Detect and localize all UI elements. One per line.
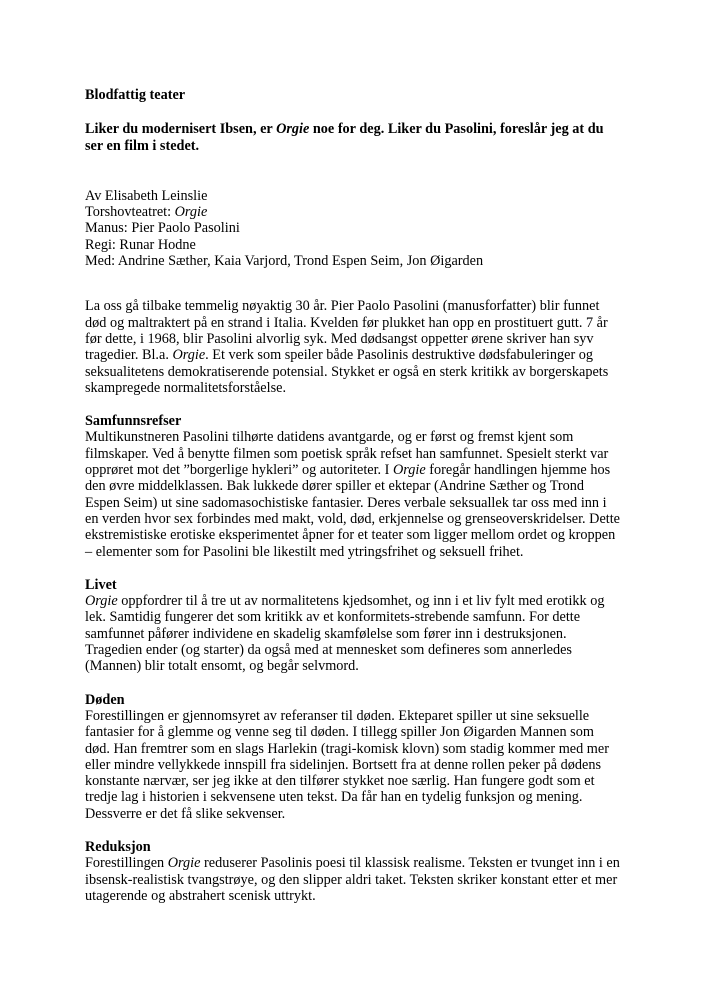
text-segment: Orgie	[167, 855, 201, 872]
section-heading-livet: Livet	[85, 576, 117, 593]
text-segment: Med: Andrine Sæther, Kaia Varjord, Trond Espen Seim, Jon Øigarden	[85, 253, 484, 270]
text-segment: Multikunstneren Pasolini tilhørte datidens avantgarde, og er først og fremst kjent som filmskaper. Ved å benytte filmen som poetisk språk refset han samfunnet. Spesielt sterkt var opprøret mot det ”borgerlige hykleri” og autoriteter. I	[85, 429, 609, 479]
section-heading-reduksjon: Reduksjon	[85, 838, 151, 855]
section-reduksjon	[85, 839, 622, 904]
section-doden	[85, 692, 622, 822]
text-segment: Liker du modernisert Ibsen, er	[85, 121, 277, 138]
text-segment: reduserer Pasolinis poesi til klassisk realisme. Teksten er tvunget inn i en ibsensk-realistisk tvangstrøye, og den slipper aldri taket. Teksten skriker konstant etter et mer utagerende og abstrahert scenisk uttrykt.	[85, 855, 620, 904]
text-segment: La oss gå tilbake temmelig nøyaktig 30 år. Pier Paolo Pasolini (manusforfatter) blir funnet død og maltraktert på en strand i Italia. Kvelden før plukket han opp en prostituert gutt. 7 år før dette, i 1968, blir Pasolini alvorlig syk. Med dødsangst oppetter ørene skriver han syv tragedier. Bl.a.	[85, 298, 608, 364]
text-segment: Orgie	[276, 121, 310, 138]
credit-byline	[85, 188, 622, 204]
text-segment: Av Elisabeth Leinslie	[85, 187, 208, 204]
text-segment: Orgie	[174, 204, 208, 221]
text-segment: Forestillingen	[85, 855, 168, 872]
section-intro	[85, 298, 622, 396]
text-segment: noe for deg. Liker du Pasolini, foreslår jeg at du ser en film i stedet.	[85, 121, 604, 154]
text-segment: Regi: Runar Hodne	[85, 236, 196, 253]
credits-block	[85, 188, 622, 269]
credit-cast	[85, 253, 622, 269]
text-segment: Orgie	[172, 347, 206, 364]
section-paragraph	[85, 429, 622, 559]
text-segment: Forestillingen er gjennomsyret av referanser til døden. Ekteparet spiller ut sine seksuelle fantasier for å glemme og venne seg til døden. I tillegg spiller Jon Øigarden Mannen som død. Han fremtrer som en slags Harlekin (tragi-komisk klovn) som stadig kommer med mer eller mindre vellykkede innspill fra sidelinjen. Bortsett fra at denne rollen peker på dødens konstante nærvær, ser jeg ikke at den tilfører stykket noe særlig. Han fungere godt som et tredje lag i historien i sekvensene uten tekst. Da får han en tydelig funksjon og mening. Dessverre er det få slike sekvenser.	[85, 707, 609, 822]
section-heading-samfunnsrefser: Samfunnsrefser	[85, 413, 182, 430]
text-segment: oppfordrer til å tre ut av normalitetens kjedsomhet, og inn i et liv fylt med erotikk og lek. Samtidig fungerer det som kritikk av et konformitets-strebende samfunn. For dette samfunnet påfører individene en skadelig skamfølelse som fører inn i destruksjonen. Tragedien ender (og starter) da også med at mennesket som defineres som annerledes (Mannen) blir totalt ensomt, og begår selvmord.	[85, 593, 605, 675]
text-segment: Orgie	[85, 593, 118, 610]
section-paragraph	[85, 708, 622, 822]
credit-theatre	[85, 204, 622, 220]
section-paragraph	[85, 593, 622, 674]
section-heading-doden: Døden	[85, 691, 125, 708]
article-lead	[85, 121, 622, 154]
text-segment: Orgie	[393, 462, 426, 479]
section-samfunnsrefser	[85, 413, 622, 560]
text-segment: . Et verk som speiler både Pasolinis destruktive dødsfabuleringer og seksualitetens demokratiserende potensial. Stykket er også en sterk kritikk av borgerskapets skampregede normalitetsforståelse.	[85, 347, 609, 396]
credit-script	[85, 220, 622, 236]
section-livet	[85, 577, 622, 675]
credit-director	[85, 237, 622, 253]
text-segment: Manus: Pier Paolo Pasolini	[85, 220, 240, 237]
intro-paragraph	[85, 298, 622, 396]
article-title: Blodfattig teater	[85, 87, 186, 103]
text-segment: Torshovteatret:	[85, 204, 175, 221]
section-paragraph	[85, 855, 622, 904]
text-segment: foregår handlingen hjemme hos den øvre middelklassen. Bak lukkede dører spiller et ektepar (Andrine Sæther og Trond Espen Seim) ut sine sadomasochistiske fantasier. Deres verbale seksuallek tar oss med inn i en verden hvor sex forbindes med makt, vold, død, erkjennelse og grenseoverskridelser. Dette ekstremistiske erotiske eksperimentet åpner for et teater som ligger mellom ordet og kroppen – elementer som for Pasolini ble likestilt med ytringsfrihet og seksuell frihet.	[85, 462, 621, 560]
